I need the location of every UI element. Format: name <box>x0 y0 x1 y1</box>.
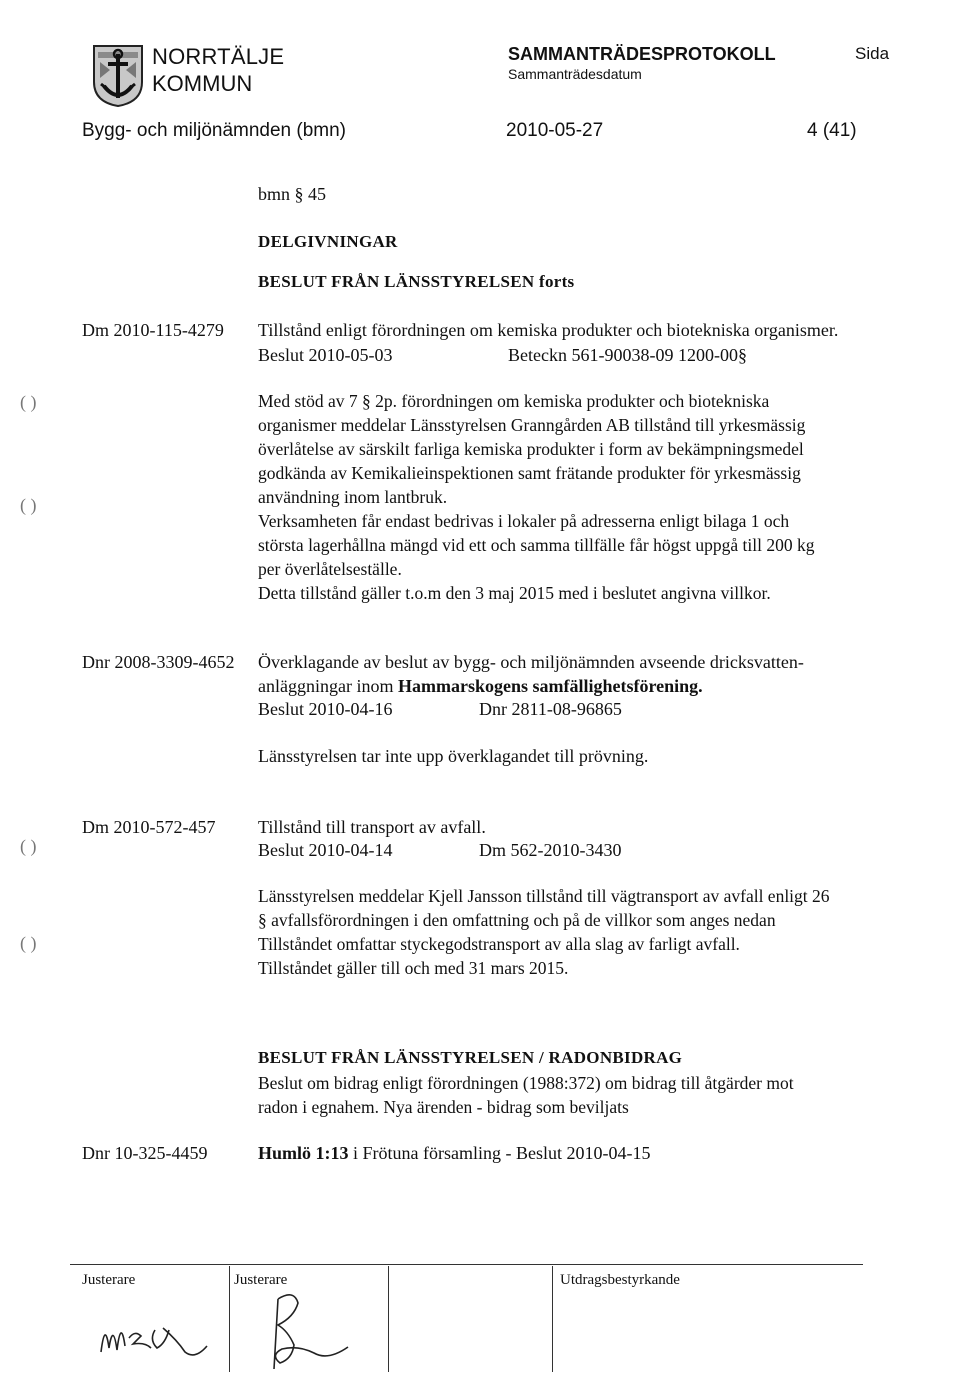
radon-item: Humlö 1:13 i Frötuna församling - Beslut 2010-04-15 <box>258 1143 651 1163</box>
page-number: 4 (41) <box>807 120 857 141</box>
footer-divider <box>552 1266 553 1372</box>
footer-adjuster-label: Justerare <box>82 1272 136 1288</box>
footer-divider <box>229 1266 230 1372</box>
radon-case-reference: Dnr 10-325-4459 <box>82 1143 208 1163</box>
radon-section-title: BESLUT FRÅN LÄNSSTYRELSEN / RADONBIDRAG <box>258 1048 683 1067</box>
footer-rule <box>70 1264 863 1265</box>
margin-punch-mark: ( ) <box>20 933 37 953</box>
entry-case-number: Dm 562-2010-3430 <box>479 840 622 860</box>
footer-adjuster-label: Justerare <box>234 1272 288 1288</box>
margin-punch-mark: ( ) <box>20 836 37 856</box>
org-name-line1: NORRTÄLJE <box>152 44 285 69</box>
footer-certification-label: Utdragsbestyrkande <box>560 1272 680 1288</box>
entry-heading-line2: anläggningar inom Hammarskogens samfällighetsförening. <box>258 676 703 696</box>
document-title: SAMMANTRÄDESPROTOKOLL <box>508 44 776 64</box>
org-name-line2: KOMMUN <box>152 71 253 96</box>
entry-heading: Tillstånd enligt förordningen om kemiska produkter och biotekniska organismer. <box>258 320 839 340</box>
entry-decision-date: Beslut 2010-04-16 <box>258 699 393 719</box>
municipality-crest-icon <box>92 44 144 108</box>
entry-body: Med stöd av 7 § 2p. förordningen om kemiska produkter och biotekniska organismer meddelar Länsstyrelsen Granngården AB tillstånd till yrkesmässig överlåtelse av särskilt farliga kemiska produkter i form av bekämpningsmedel godkända av Kemikalieinspektionen samt frätande produkter för yrkesmässig användning inom lantbruk. Verksamheten får endast bedrivas i lokaler på adresserna enligt bilaga 1 och största lagerhållna mängd vid ett och samma tillfälle får högst uppgå till 200 kg per överlåtelseställe. Detta tillstånd gäller t.o.m den 3 maj 2015 med i beslutet angivna villkor. <box>258 391 815 603</box>
entry-decision-date: Beslut 2010-05-03 <box>258 345 393 365</box>
board-name: Bygg- och miljönämnden (bmn) <box>82 120 347 141</box>
entry-reference: Dnr 2008-3309-4652 <box>82 652 235 672</box>
signature-1 <box>95 1300 215 1370</box>
entry-body: Länsstyrelsen tar inte upp överklagandet till prövning. <box>258 746 649 766</box>
entry-heading: Tillstånd till transport av avfall. <box>258 817 486 837</box>
document-subtitle: Sammanträdesdatum <box>508 66 642 82</box>
signature-2 <box>238 1285 368 1375</box>
paragraph-reference: bmn § 45 <box>258 184 327 204</box>
entry-decision-date: Beslut 2010-04-14 <box>258 840 393 860</box>
footer-divider <box>388 1266 389 1372</box>
meeting-date: 2010-05-27 <box>506 120 604 141</box>
entry-reference: Dm 2010-115-4279 <box>82 320 224 340</box>
section-subtitle: BESLUT FRÅN LÄNSSTYRELSEN forts <box>258 272 575 291</box>
page-label: Sida <box>855 44 890 63</box>
entry-heading: Överklagande av beslut av bygg- och miljönämnden avseende dricksvatten- <box>258 652 804 672</box>
entry-reference: Dm 2010-572-457 <box>82 817 216 837</box>
section-title: DELGIVNINGAR <box>258 232 398 251</box>
radon-intro: Beslut om bidrag enligt förordningen (1988:372) om bidrag till åtgärder mot radon i egnahem. Nya ärenden - bidrag som beviljats <box>258 1073 794 1117</box>
margin-punch-mark: ( ) <box>20 495 37 515</box>
margin-punch-mark: ( ) <box>20 392 37 412</box>
entry-body: Länsstyrelsen meddelar Kjell Jansson tillstånd till vägtransport av avfall enligt 26 § avfallsförordningen i den omfattning och på de villkor som anges nedan Tillståndet omfattar styckegodstransport av alla slag av farligt avfall. Tillståndet gäller till och med 31 mars 2015. <box>258 886 830 978</box>
entry-designation: Beteckn 561-90038-09 1200-00§ <box>508 345 747 365</box>
entry-case-number: Dnr 2811-08-96865 <box>479 699 622 719</box>
